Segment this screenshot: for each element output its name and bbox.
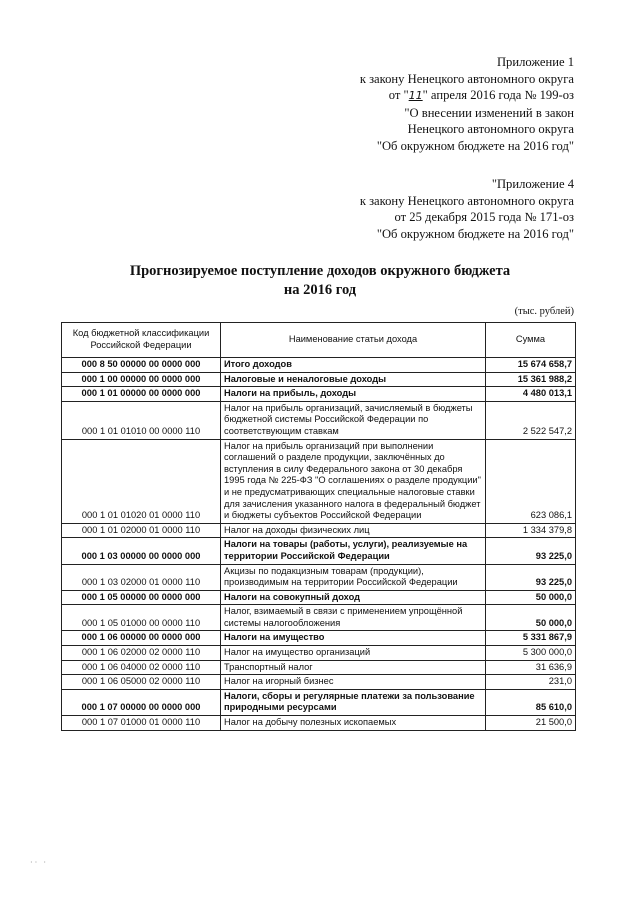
table-row [62,716,576,731]
row-sum: 2 522 547,2 [486,401,576,439]
row-name: Налоги на товары (работы, услуги), реализуемые на территории Российской Федерации [221,538,486,564]
row-name: Налог на игорный бизнес [221,675,486,690]
table-row [62,660,576,675]
annex-4-title: "Приложение 4 [491,177,574,191]
row-code: 000 1 01 02000 01 0000 110 [62,523,221,538]
row-sum: 85 610,0 [486,689,576,715]
date-prefix: от " [388,88,409,102]
table-row [62,401,576,439]
row-code: 000 1 01 01020 01 0000 110 [62,439,221,523]
row-sum: 623 086,1 [486,439,576,523]
row-sum: 5 300 000,0 [486,646,576,661]
table-row [62,675,576,690]
row-code: 000 1 06 05000 02 0000 110 [62,675,221,690]
row-sum: 21 500,0 [486,716,576,731]
row-sum: 93 225,0 [486,538,576,564]
date-suffix: " апреля 2016 года № 199-оз [422,88,574,102]
row-name: Налог на доходы физических лиц [221,523,486,538]
row-sum: 5 331 867,9 [486,631,576,646]
annex-4-date: от 25 декабря 2015 года № 171-оз [394,210,574,224]
handwritten-day: 11 [408,89,423,102]
document-title [60,262,580,300]
units-label: (тыс. рублей) [514,306,574,317]
scan-mark: ·· · [30,858,48,867]
row-code: 000 1 06 04000 02 0000 110 [62,660,221,675]
table-header-row [62,323,576,358]
row-code: 000 1 01 00000 00 0000 000 [62,387,221,402]
row-name: Налоги на совокупный доход [221,590,486,605]
row-name: Итого доходов [221,358,486,373]
table-row [62,564,576,590]
annex-1-title: Приложение 1 [496,55,574,69]
table-row [62,439,576,523]
row-code: 000 1 07 01000 01 0000 110 [62,716,221,731]
row-name: Налоги, сборы и регулярные платежи за пользование природными ресурсами [221,689,486,715]
row-code: 000 1 06 00000 00 0000 000 [62,631,221,646]
row-code: 000 1 03 00000 00 0000 000 [62,538,221,564]
row-name: Налоговые и неналоговые доходы [221,372,486,387]
annex-4-header [360,176,574,242]
annex-1-okrug-line: Ненецкого автономного округа [407,122,574,136]
header-code: Код бюджетной классификации Российской Федерации [62,323,221,358]
row-name: Налог на прибыль организаций при выполнении соглашений о разделе продукции, заключённых до вступления в силу Федерального закона от 30 декабря 1995 года № 225-ФЗ "О соглашениях о разделе продукции" и не предусматривающих специальные налоговые ставки для зачисления указанного налога в федеральный бюджет и бюджеты субъектов Российской Федерации [221,439,486,523]
table-row [62,590,576,605]
table-row [62,689,576,715]
table-row [62,605,576,631]
annex-1-budget-line: "Об окружном бюджете на 2016 год" [376,138,574,153]
row-sum: 50 000,0 [486,605,576,631]
row-code: 000 1 03 02000 01 0000 110 [62,564,221,590]
row-code: 000 1 00 00000 00 0000 000 [62,372,221,387]
annex-4-budget-line: "Об окружном бюджете на 2016 год" [376,226,574,241]
table-row [62,387,576,402]
row-name: Транспортный налог [221,660,486,675]
row-name: Акцизы по подакцизным товарам (продукции), производимым на территории Российской Федерации [221,564,486,590]
table-row [62,538,576,564]
header-name: Наименование статьи дохода [221,323,486,358]
annex-4-law-ref: к закону Ненецкого автономного округа [359,193,574,208]
table-body [62,358,576,731]
annex-1-header [360,54,574,154]
row-code: 000 1 05 00000 00 0000 000 [62,590,221,605]
table-row [62,631,576,646]
table-row [62,646,576,661]
row-code: 000 1 01 01010 00 0000 110 [62,401,221,439]
header-sum: Сумма [486,323,576,358]
table-row [62,523,576,538]
row-sum: 1 334 379,8 [486,523,576,538]
row-sum: 31 636,9 [486,660,576,675]
row-code: 000 1 05 01000 00 0000 110 [62,605,221,631]
table-row [62,372,576,387]
row-name: Налог на имущество организаций [221,646,486,661]
row-sum: 93 225,0 [486,564,576,590]
row-sum: 4 480 013,1 [486,387,576,402]
row-name: Налоги на имущество [221,631,486,646]
row-name: Налог, взимаемый в связи с применением упрощённой системы налогообложения [221,605,486,631]
table-row [62,358,576,373]
row-name: Налог на прибыль организаций, зачисляемый в бюджеты бюджетной системы Российской Федерации по соответствующим ставкам [221,401,486,439]
annex-1-amend-line: "О внесении изменений в закон [404,105,574,120]
row-sum: 15 361 988,2 [486,372,576,387]
title-line-2: на 2016 год [283,282,357,298]
row-sum: 50 000,0 [486,590,576,605]
row-name: Налог на добычу полезных ископаемых [221,716,486,731]
row-name: Налоги на прибыль, доходы [221,387,486,402]
row-code: 000 8 50 00000 00 0000 000 [62,358,221,373]
row-code: 000 1 06 02000 02 0000 110 [62,646,221,661]
annex-1-date [360,87,574,105]
title-line-1: Прогнозируемое поступление доходов окружного бюджета [129,263,511,279]
annex-1-law-ref: к закону Ненецкого автономного округа [359,71,574,86]
revenue-table [61,322,576,731]
row-sum: 15 674 658,7 [486,358,576,373]
row-sum: 231,0 [486,675,576,690]
row-code: 000 1 07 00000 00 0000 000 [62,689,221,715]
